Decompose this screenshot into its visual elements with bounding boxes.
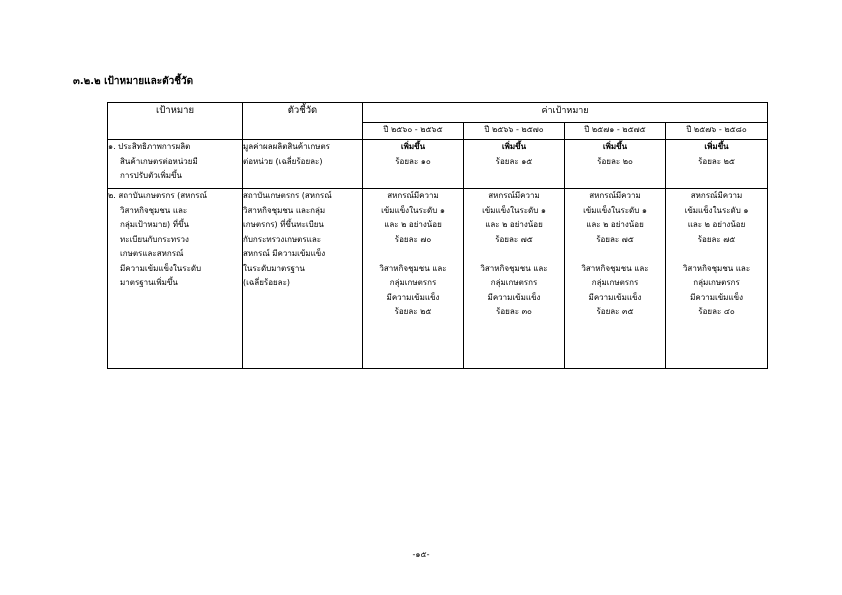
text-line: เพิ่มขึ้น: [400, 142, 426, 151]
text-line: มีความเข้มแข็งในระดับ: [120, 263, 202, 273]
text-line: สินค้าเกษตรต่อหน่วยมี: [120, 156, 198, 166]
text-line: สหกรณ์มีความ: [589, 191, 641, 200]
text-line: เข้มแข็งในระดับ ๑: [684, 205, 749, 215]
target-cell: [363, 189, 464, 369]
section-heading: ๓.๒.๒ เป้าหมายและตัวชี้วัด: [73, 76, 194, 87]
text-line: วิสาหกิจชุมชน และ: [120, 205, 188, 215]
text-line: กลุ่มเกษตรกร: [591, 278, 639, 287]
text-line: วิสาหกิจชุมชน และกลุ่ม: [243, 205, 326, 215]
text-line: มีความเข้มแข็ง: [487, 292, 541, 302]
text-line: มีความเข้มแข็ง: [588, 292, 642, 302]
text-line: (เฉลี่ยร้อยละ): [243, 278, 291, 287]
text-line: วิสาหกิจชุมชน และ: [480, 263, 548, 273]
text-line: ร้อยละ ๗๐: [394, 234, 432, 244]
text-line: มีความเข้มแข็ง: [690, 292, 743, 302]
text-line: ในระดับมาตรฐาน: [243, 263, 305, 273]
text-line: ร้อยละ ๒๕: [394, 307, 432, 316]
text-line: ร้อยละ ๗๕: [596, 234, 634, 244]
text-line: ร้อยละ ๒๕: [698, 156, 735, 166]
text-line: ร้อยละ ๑๕: [495, 156, 533, 166]
goals-indicators-table: [107, 102, 768, 369]
header-period: ปี ๒๕๖๖ - ๒๕๗๐: [464, 122, 565, 139]
indicator-cell: [243, 140, 363, 189]
text-line: ร้อยละ ๒๐: [597, 156, 633, 166]
text-line: เข้มแข็งในระดับ ๑: [583, 205, 647, 215]
target-cell: [666, 140, 768, 189]
text-line: ร้อยละ ๓๕: [596, 307, 634, 316]
header-period: ปี ๒๕๗๖ - ๒๕๘๐: [666, 122, 768, 139]
text-line: กลุ่มเกษตรกร: [389, 278, 437, 287]
header-target-values: ค่าเป้าหมาย: [363, 103, 768, 123]
target-cell: [565, 140, 666, 189]
header-period: ปี ๒๕๗๑ - ๒๕๗๕: [565, 122, 666, 139]
header-row: [108, 103, 768, 123]
text-line: เพิ่มขึ้น: [704, 142, 729, 151]
goal-cell: [108, 189, 243, 369]
text-line: เพิ่มขึ้น: [602, 142, 628, 151]
text-line: ร้อยละ ๑๐: [395, 156, 431, 166]
target-cell: [363, 140, 464, 189]
header-indicator: ตัวชี้วัด: [243, 103, 363, 140]
text-line: การปรับตัวเพิ่มขึ้น: [120, 171, 182, 180]
text-line: มีความเข้มแข็ง: [386, 292, 440, 302]
text-line: เพิ่มขึ้น: [501, 142, 527, 151]
target-cell: [464, 189, 565, 369]
text-line: สหกรณ์มีความ: [488, 191, 540, 200]
text-line: กับกระทรวงเกษตรและ: [243, 234, 322, 244]
text-line: กลุ่มเกษตรกร: [490, 278, 538, 287]
table-row: [108, 140, 768, 189]
text-line: สหกรณ์ มีความเข้มแข็ง: [243, 249, 326, 258]
text-line: และ ๒ อย่างน้อย: [485, 220, 543, 229]
text-line: เข้มแข็งในระดับ ๑: [381, 205, 445, 215]
text-line: เกษตรและสหกรณ์: [120, 249, 184, 258]
text-line: ๒. สถาบันเกษตรกร (สหกรณ์: [108, 191, 207, 200]
target-cell: [464, 140, 565, 189]
text-line: มูลค่าผลผลิตสินค้าเกษตร: [243, 142, 330, 151]
page-number: -๑๕-: [412, 550, 430, 559]
text-line: กลุ่มเกษตรกร: [693, 278, 740, 287]
text-line: สถาบันเกษตรกร (สหกรณ์: [243, 191, 332, 200]
text-line: สหกรณ์มีความ: [690, 191, 743, 200]
text-line: ร้อยละ ๗๕: [697, 234, 736, 244]
text-line: ร้อยละ ๔๐: [698, 307, 735, 316]
target-cell: [666, 189, 768, 369]
text-line: วิสาหกิจชุมชน และ: [581, 263, 649, 273]
text-line: และ ๒ อย่างน้อย: [687, 220, 746, 229]
indicator-cell: [243, 189, 363, 369]
header-goal: เป้าหมาย: [108, 103, 243, 140]
text-line: ร้อยละ ๓๐: [496, 307, 532, 316]
text-line: และ ๒ อย่างน้อย: [384, 220, 442, 229]
text-line: กลุ่มเป้าหมาย) ที่ขึ้น: [120, 220, 189, 229]
text-line: ทะเบียนกับกระทรวง: [120, 234, 189, 244]
table-row: [108, 189, 768, 369]
text-line: ร้อยละ ๗๕: [495, 234, 533, 244]
text-line: สหกรณ์มีความ: [387, 191, 439, 200]
text-line: และ ๒ อย่างน้อย: [586, 220, 644, 229]
target-cell: [565, 189, 666, 369]
text-line: มาตรฐานเพิ่มขึ้น: [120, 278, 178, 287]
text-line: ต่อหน่วย (เฉลี่ยร้อยละ): [243, 156, 323, 166]
goal-cell: [108, 140, 243, 189]
header-period: ปี ๒๕๖๐ - ๒๕๖๕: [363, 122, 464, 139]
text-line: วิสาหกิจชุมชน และ: [682, 263, 751, 273]
text-line: ๑. ประสิทธิภาพการผลิต: [108, 142, 191, 151]
text-line: เกษตรกร) ที่ขึ้นทะเบียน: [243, 220, 324, 229]
text-line: เข้มแข็งในระดับ ๑: [482, 205, 546, 215]
text-line: วิสาหกิจชุมชน และ: [379, 263, 447, 273]
